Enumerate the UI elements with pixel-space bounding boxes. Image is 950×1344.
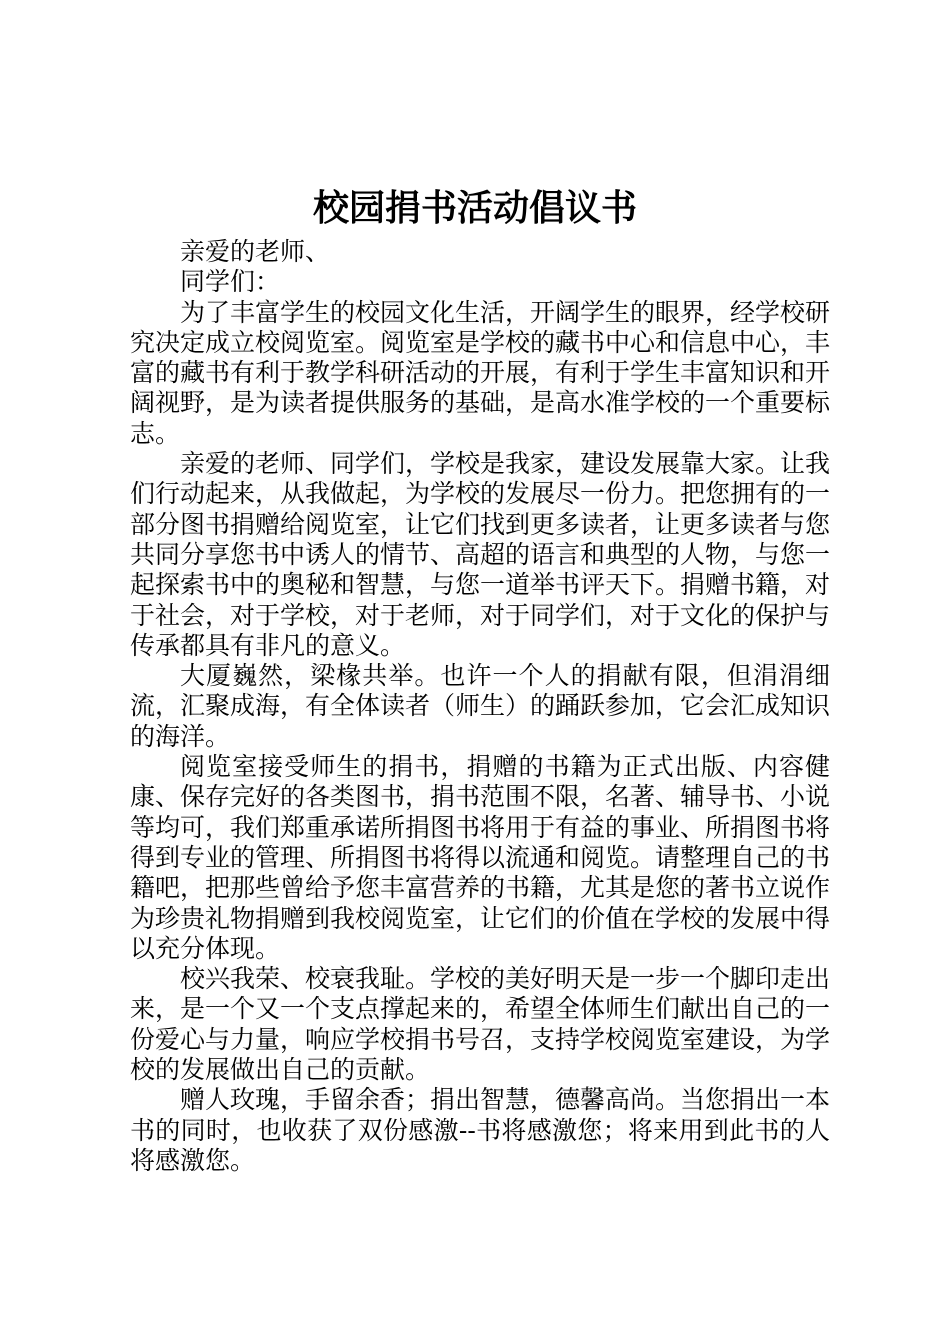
document-title: 校园捐书活动倡议书	[312, 187, 637, 229]
salutation-line-2: 同学们：	[180, 267, 281, 297]
document-body	[130, 237, 830, 1176]
paragraph-closing: 赠人玫瑰，手留余香；捐出智慧，德馨高尚。当您捐出一本书的同时，也收获了双份感激--书将感激您；将来用到此书的人将感激您。	[130, 1085, 831, 1175]
paragraph-purpose: 为了丰富学生的校园文化生活，开阔学生的眼界，经学校研究决定成立校阅览室。阅览室是学校的藏书中心和信息中心，丰富的藏书有利于教学科研活动的开展，有利于学生丰富知识和开阔视野，是为读者提供服务的基础，是高水准学校的一个重要标志。	[130, 297, 831, 448]
paragraph-collective-effort: 大厦巍然，梁椽共举。也许一个人的捐献有限，但涓涓细流，汇聚成海，有全体读者（师生）的踊跃参加，它会汇成知识的海洋。	[130, 661, 831, 751]
paragraph-school-pride: 校兴我荣、校衰我耻。学校的美好明天是一步一个脚印走出来，是一个又一个支点撑起来的，希望全体师生们献出自己的一份爱心与力量，响应学校捐书号召，支持学校阅览室建设，为学校的发展做出自己的贡献。	[130, 964, 831, 1085]
paragraph-donation-terms: 阅览室接受师生的捐书，捐赠的书籍为正式出版、内容健康、保存完好的各类图书，捐书范围不限，名著、辅导书、小说等均可，我们郑重承诺所捐图书将用于有益的事业、所捐图书将得到专业的管理、所捐图书将得以流通和阅览。请整理自己的书籍吧，把那些曾给予您丰富营养的书籍，尤其是您的著书立说作为珍贵礼物捐赠到我校阅览室，让它们的价值在学校的发展中得以充分体现。	[130, 752, 831, 963]
paragraph-call-to-action: 亲爱的老师、同学们，学校是我家，建设发展靠大家。让我们行动起来，从我做起，为学校的发展尽一份力。把您拥有的一部分图书捐赠给阅览室，让它们找到更多读者，让更多读者与您共同分享您书中诱人的情节、高超的语言和典型的人物，与您一起探索书中的奥秘和智慧，与您一道举书评天下。捐赠书籍，对于社会，对于学校，对于老师，对于同学们，对于文化的保护与传承都具有非凡的意义。	[130, 449, 831, 660]
salutation-line-1: 亲爱的老师、	[180, 237, 331, 266]
